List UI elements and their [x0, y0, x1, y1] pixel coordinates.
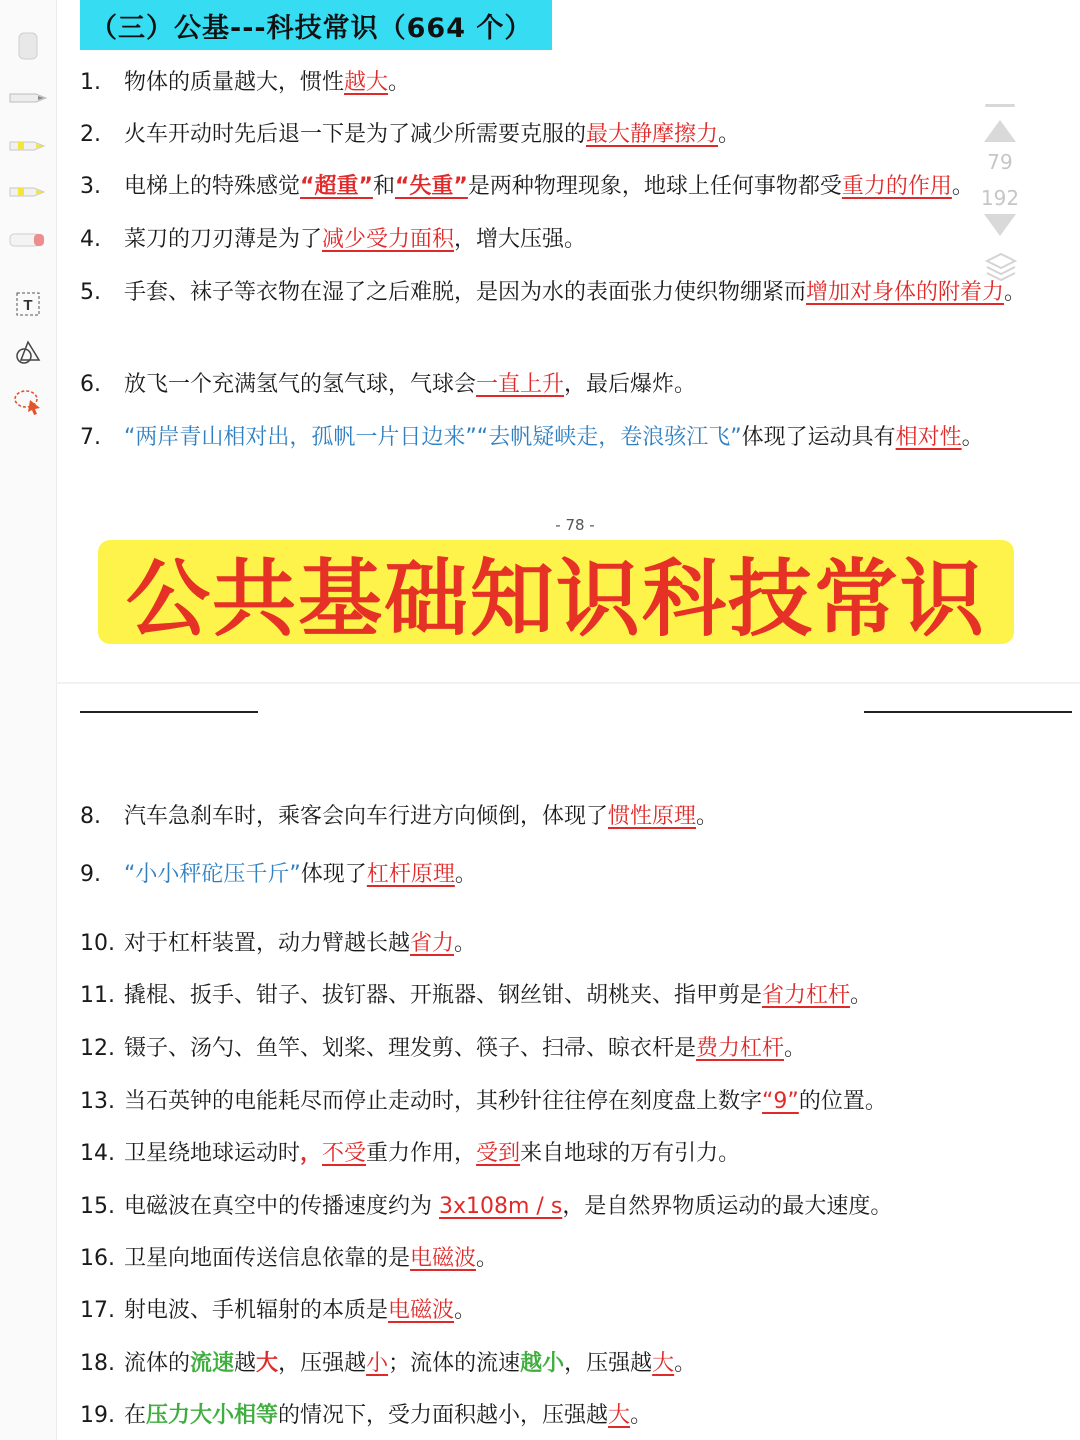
- highlighter-yellow-2-icon[interactable]: [8, 172, 48, 212]
- svg-text:T: T: [23, 297, 33, 314]
- list-item: 17. 射电波、手机辐射的本质是电磁波。: [80, 1298, 477, 1323]
- list-item: 16. 卫星向地面传送信息依靠的是电磁波。: [80, 1246, 499, 1271]
- list-item: 4. 菜刀的刀刃薄是为了减少受力面积，增大压强。: [80, 227, 587, 252]
- text-tool-icon[interactable]: [8, 284, 48, 324]
- list-item: 10. 对于杠杆装置，动力臂越长越省力。: [80, 931, 477, 956]
- highlighter-yellow-icon[interactable]: [8, 126, 48, 166]
- list-item: 9. “小小秤砣压千斤”体现了杠杆原理。: [80, 862, 477, 887]
- total-pages-indicator: 192: [980, 186, 1020, 210]
- page-up-icon[interactable]: [984, 120, 1016, 142]
- list-item: 2. 火车开动时先后退一下是为了减少所需要克服的最大静摩擦力。: [80, 122, 741, 147]
- tool-rail: [0, 0, 57, 1440]
- list-item: 6. 放飞一个充满氢气的氢气球，气球会一直上升，最后爆炸。: [80, 372, 697, 397]
- list-item: 14. 卫星绕地球运动时，不受重力作用，受到来自地球的万有引力。: [80, 1141, 741, 1166]
- list-item: 11. 撬棍、扳手、钳子、拔钉器、开瓶器、钢丝钳、胡桃夹、指甲剪是省力杠杆。: [80, 983, 873, 1008]
- page-down-icon[interactable]: [984, 214, 1016, 236]
- current-page-indicator: 79: [987, 150, 1013, 174]
- list-item: 8. 汽车急刹车时，乘客会向车行进方向倾倒，体现了惯性原理。: [80, 804, 719, 829]
- list-item: 7. “两岸青山相对出，孤帆一片日边来”“去帆疑峡走，卷浪骇江飞”体现了运动具有相对性。: [80, 425, 984, 450]
- pen-icon[interactable]: [8, 78, 48, 118]
- section-title: （三）公基---科技常识（664 个）: [80, 0, 552, 50]
- list-item: 15. 电磁波在真空中的传播速度约为 3x108m / s，是自然界物质运动的最大速度。: [80, 1194, 893, 1219]
- header-rule-right: [864, 711, 1072, 713]
- list-item: 12. 镊子、汤勺、鱼竿、划桨、理发剪、筷子、扫帚、晾衣杆是费力杠杆。: [80, 1036, 807, 1061]
- eraser-icon[interactable]: [8, 26, 48, 66]
- title-banner: 公共基础知识科技常识: [98, 540, 1014, 644]
- list-item: 5. 手套、袜子等衣物在湿了之后难脱，是因为水的表面张力使织物绷紧而增加对身体的附着力。: [80, 280, 1027, 305]
- pencil-eraser-icon[interactable]: [8, 220, 48, 260]
- header-rule-left: [80, 711, 258, 713]
- list-item: 18. 流体的流速越大，压强越小；流体的流速越小，压强越大。: [80, 1351, 697, 1376]
- lasso-select-icon[interactable]: [8, 382, 48, 422]
- page-number: - 78 -: [555, 516, 595, 534]
- list-item: 19. 在压力大小相等的情况下，受力面积越小，压强越大。: [80, 1403, 653, 1428]
- scroller-handle[interactable]: [985, 104, 1015, 107]
- list-item: 3. 电梯上的特殊感觉“超重”和“失重”是两种物理现象，地球上任何事物都受重力的作用。: [80, 174, 974, 199]
- shapes-icon[interactable]: [8, 332, 48, 372]
- list-item: 13. 当石英钟的电能耗尽而停止走动时，其秒针往往停在刻度盘上数字“9”的位置。: [80, 1089, 887, 1114]
- page-scroller[interactable]: [976, 98, 1024, 288]
- list-item: 1. 物体的质量越大，惯性越大。: [80, 70, 411, 95]
- page-divider: [56, 682, 1080, 684]
